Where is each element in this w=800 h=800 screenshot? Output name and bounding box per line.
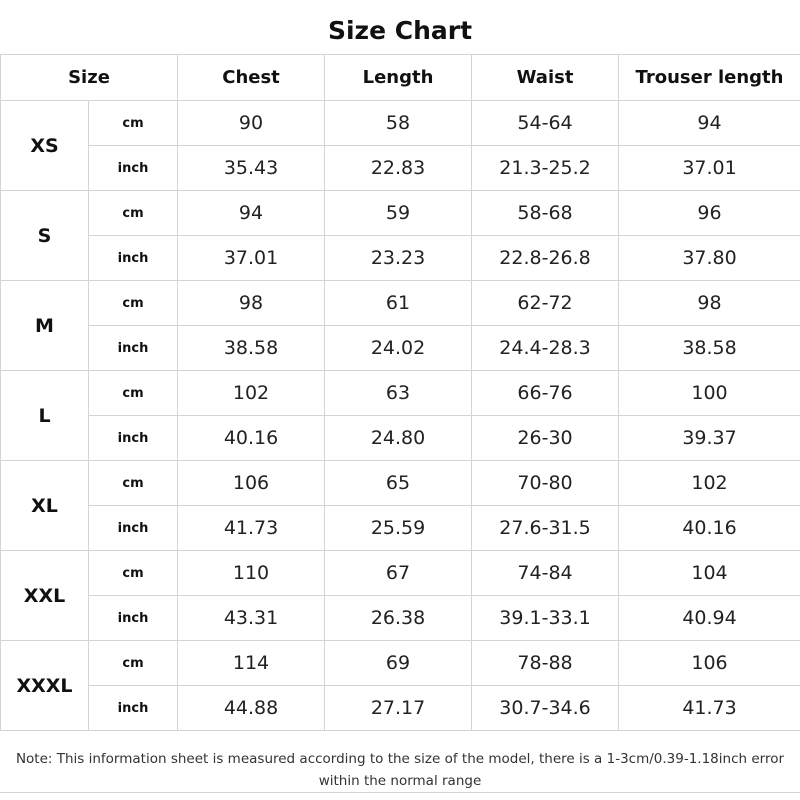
unit-label-cm: cm [89, 371, 178, 416]
waist-inch: 39.1-33.1 [472, 596, 619, 641]
length-inch: 24.80 [325, 416, 472, 461]
chart-title: Size Chart [327, 15, 473, 45]
trouser-inch: 37.01 [619, 146, 800, 191]
trouser-cm: 94 [619, 101, 800, 146]
unit-label-inch: inch [89, 686, 178, 731]
length-cm: 67 [325, 551, 472, 596]
size-label: S [1, 191, 89, 281]
unit-label-inch: inch [89, 596, 178, 641]
waist-cm: 78-88 [472, 641, 619, 686]
waist-inch: 21.3-25.2 [472, 146, 619, 191]
chest-cm: 110 [178, 551, 325, 596]
trouser-cm: 102 [619, 461, 800, 506]
chest-inch: 44.88 [178, 686, 325, 731]
chest-cm: 90 [178, 101, 325, 146]
waist-inch: 27.6-31.5 [472, 506, 619, 551]
length-cm: 69 [325, 641, 472, 686]
chest-cm: 106 [178, 461, 325, 506]
waist-inch: 24.4-28.3 [472, 326, 619, 371]
table-row [1, 641, 800, 686]
measurement-note-text: Note: This information sheet is measured according to the size of the model, there is a 1-3cm/0.39-1.18inch error within the normal range [15, 751, 785, 789]
chest-cm: 102 [178, 371, 325, 416]
chest-cm: 98 [178, 281, 325, 326]
length-inch: 26.38 [325, 596, 472, 641]
length-inch: 25.59 [325, 506, 472, 551]
length-inch: 23.23 [325, 236, 472, 281]
waist-inch: 26-30 [472, 416, 619, 461]
header-trouser-length: Trouser length [619, 55, 800, 101]
size-label: XXL [1, 551, 89, 641]
length-inch: 22.83 [325, 146, 472, 191]
length-cm: 61 [325, 281, 472, 326]
length-cm: 65 [325, 461, 472, 506]
length-cm: 59 [325, 191, 472, 236]
trouser-inch: 40.16 [619, 506, 800, 551]
table-row [1, 461, 800, 506]
table-row [1, 596, 800, 641]
header-size: Size [1, 55, 178, 101]
trouser-inch: 39.37 [619, 416, 800, 461]
length-inch: 27.17 [325, 686, 472, 731]
trouser-inch: 40.94 [619, 596, 800, 641]
size-table [0, 54, 800, 731]
trouser-cm: 104 [619, 551, 800, 596]
chest-inch: 40.16 [178, 416, 325, 461]
unit-label-inch: inch [89, 416, 178, 461]
table-row [1, 236, 800, 281]
waist-cm: 70-80 [472, 461, 619, 506]
chest-inch: 37.01 [178, 236, 325, 281]
size-label: M [1, 281, 89, 371]
unit-label-cm: cm [89, 101, 178, 146]
waist-inch: 22.8-26.8 [472, 236, 619, 281]
table-row [1, 416, 800, 461]
unit-label-cm: cm [89, 281, 178, 326]
length-cm: 63 [325, 371, 472, 416]
unit-label-cm: cm [89, 191, 178, 236]
chest-inch: 38.58 [178, 326, 325, 371]
table-row [1, 281, 800, 326]
unit-label-inch: inch [89, 326, 178, 371]
trouser-inch: 37.80 [619, 236, 800, 281]
header-waist: Waist [472, 55, 619, 101]
trouser-inch: 38.58 [619, 326, 800, 371]
table-row [1, 551, 800, 596]
header-row [1, 55, 800, 101]
trouser-cm: 106 [619, 641, 800, 686]
waist-inch: 30.7-34.6 [472, 686, 619, 731]
size-label: XS [1, 101, 89, 191]
waist-cm: 58-68 [472, 191, 619, 236]
table-row [1, 191, 800, 236]
waist-cm: 66-76 [472, 371, 619, 416]
size-label: XXXL [1, 641, 89, 731]
unit-label-inch: inch [89, 146, 178, 191]
table-row [1, 146, 800, 191]
waist-cm: 62-72 [472, 281, 619, 326]
table-row [1, 371, 800, 416]
unit-label-inch: inch [89, 506, 178, 551]
size-table-body [1, 101, 800, 731]
size-label: XL [1, 461, 89, 551]
unit-label-cm: cm [89, 551, 178, 596]
waist-cm: 74-84 [472, 551, 619, 596]
chest-inch: 35.43 [178, 146, 325, 191]
size-label: L [1, 371, 89, 461]
unit-label-inch: inch [89, 236, 178, 281]
table-row [1, 686, 800, 731]
chest-inch: 43.31 [178, 596, 325, 641]
table-row [1, 326, 800, 371]
header-length: Length [325, 55, 472, 101]
unit-label-cm: cm [89, 641, 178, 686]
length-cm: 58 [325, 101, 472, 146]
header-chest: Chest [178, 55, 325, 101]
chest-cm: 114 [178, 641, 325, 686]
trouser-cm: 100 [619, 371, 800, 416]
table-row [1, 101, 800, 146]
trouser-cm: 98 [619, 281, 800, 326]
waist-cm: 54-64 [472, 101, 619, 146]
chest-inch: 41.73 [178, 506, 325, 551]
measurement-note [0, 748, 800, 793]
trouser-cm: 96 [619, 191, 800, 236]
trouser-inch: 41.73 [619, 686, 800, 731]
table-row [1, 506, 800, 551]
length-inch: 24.02 [325, 326, 472, 371]
unit-label-cm: cm [89, 461, 178, 506]
chest-cm: 94 [178, 191, 325, 236]
